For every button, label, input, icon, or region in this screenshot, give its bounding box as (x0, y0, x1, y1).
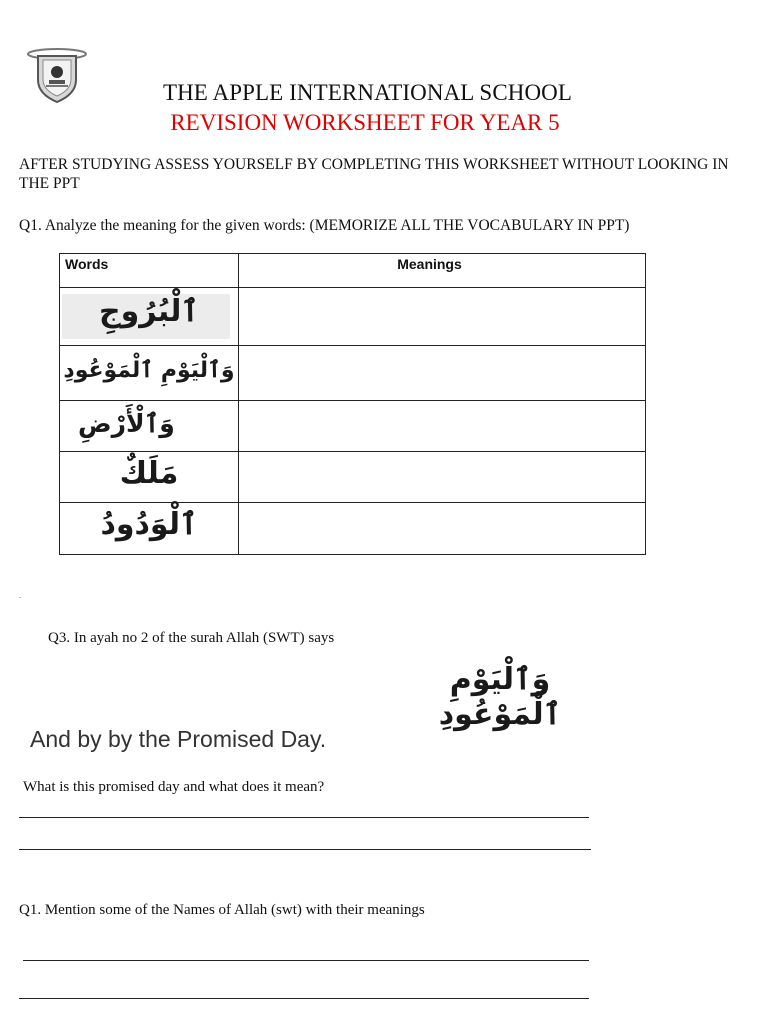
answer-line[interactable] (19, 998, 589, 999)
ayah-translation: And by by the Promised Day. (30, 726, 327, 752)
table-row (60, 503, 646, 555)
table-header-row (60, 254, 646, 288)
arabic-word: وَٱلْأَرْضِ (78, 409, 175, 438)
answer-line[interactable] (19, 817, 589, 818)
instructions: AFTER STUDYING ASSESS YOURSELF BY COMPLETING THIS WORKSHEET WITHOUT LOOKING IN THE PPT (19, 156, 729, 192)
word-cell (60, 503, 239, 555)
word-cell (60, 401, 239, 452)
arabic-word: وَٱلْيَوْمِ ٱلْمَوْعُودِ (63, 358, 235, 383)
q1b-prompt: Q1. Mention some of the Names of Allah (swt) with their meanings (19, 902, 425, 918)
table-row (60, 288, 646, 346)
meaning-cell[interactable] (239, 401, 646, 452)
meaning-cell[interactable] (239, 346, 646, 401)
stray-mark: . (19, 590, 22, 600)
table-row (60, 452, 646, 503)
table-row (60, 401, 646, 452)
school-name: THE APPLE INTERNATIONAL SCHOOL (162, 80, 573, 105)
vocabulary-table (59, 253, 646, 555)
column-header-meanings: Meanings (239, 254, 646, 288)
q1-prompt: Q1. Analyze the meaning for the given words: (MEMORIZE ALL THE VOCABULARY IN PPT) (19, 217, 630, 234)
q3-question: What is this promised day and what does it mean? (23, 779, 325, 795)
column-header-words: Words (60, 254, 239, 288)
arabic-word: ٱلْوَدُودُ (100, 507, 198, 542)
answer-line[interactable] (19, 849, 591, 850)
meaning-cell[interactable] (239, 503, 646, 555)
word-cell (60, 346, 239, 401)
answer-line[interactable] (23, 960, 589, 961)
worksheet-title: REVISION WORKSHEET FOR YEAR 5 (170, 110, 560, 135)
arabic-ayah: وَٱلْيَوْمِ ٱلْمَوْعُودِ (438, 662, 562, 732)
meaning-cell[interactable] (239, 288, 646, 346)
table-row (60, 346, 646, 401)
word-cell (60, 288, 239, 346)
arabic-word: ٱلْبُرُوجِ (98, 294, 200, 329)
meaning-cell[interactable] (239, 452, 646, 503)
arabic-word: مَلَكٌ (119, 456, 179, 491)
word-cell (60, 452, 239, 503)
q3-prompt: Q3. In ayah no 2 of the surah Allah (SWT) says (48, 630, 335, 646)
